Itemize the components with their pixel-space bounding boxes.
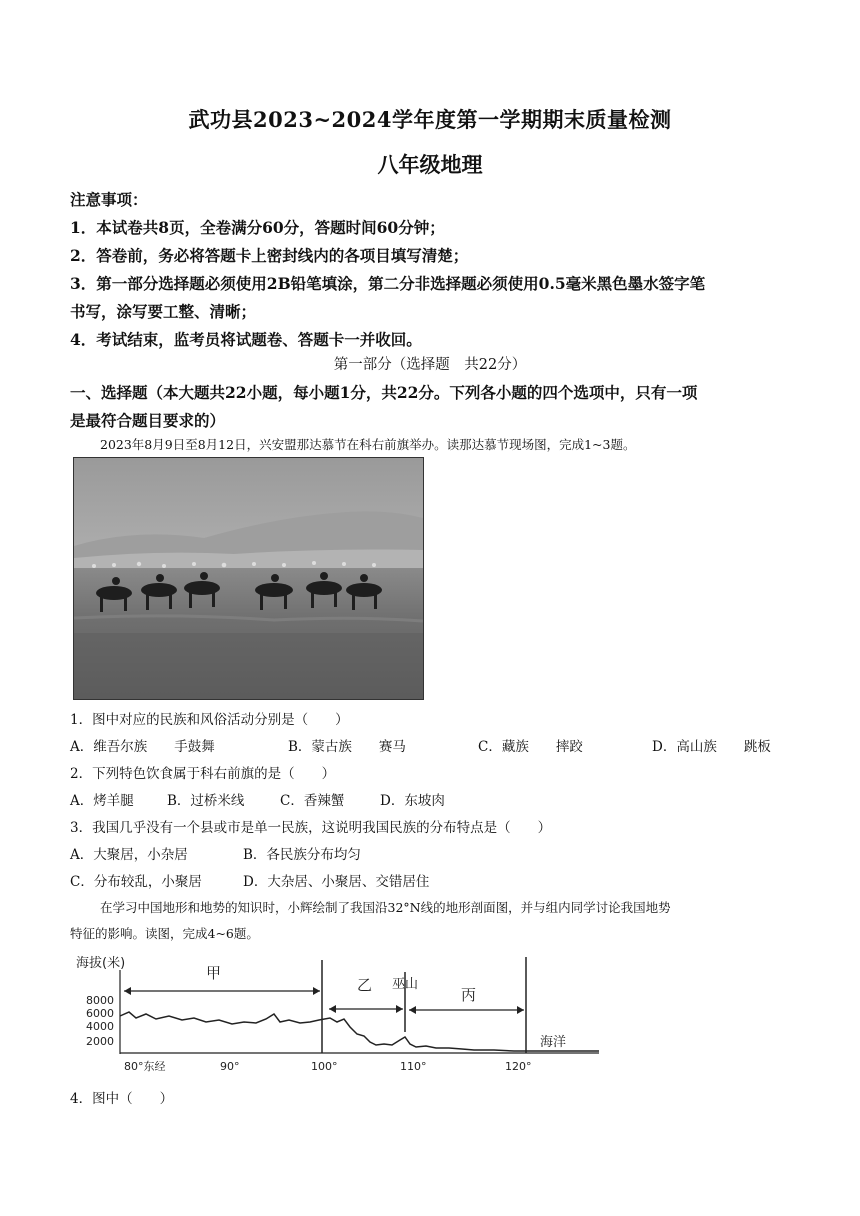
sea-label: 海洋 [540, 1035, 567, 1050]
x-tick-label: 90° [220, 1060, 240, 1073]
question-1-option-d[interactable]: D．高山族 跳板 [652, 739, 771, 755]
x-tick-label: 80°东经 [124, 1060, 166, 1073]
question-1-option-b[interactable]: B．蒙古族 赛马 [288, 739, 406, 755]
intro-paragraph-2-line1: 在学习中国地形和地势的知识时，小辉绘制了我国沿32°N线的地形剖面图，并与组内同学讨论我国地势 [100, 900, 671, 915]
y-tick-label: 6000 [86, 1007, 114, 1020]
question-1-stem: 1．图中对应的民族和风俗活动分别是（ ） [70, 712, 349, 728]
region-label: 丙 [461, 986, 477, 1004]
peak-label: 巫山 [392, 977, 419, 992]
y-tick-label: 8000 [86, 994, 114, 1007]
terrain-profile-line [120, 1012, 599, 1051]
notice-item: 4．考试结束，监考员将试题卷、答题卡一并收回。 [70, 330, 422, 349]
exam-title: 武功县2023~2024学年度第一学期期末质量检测 [188, 107, 672, 132]
question-2-stem: 2．下列特色饮食属于科右前旗的是（ ） [70, 766, 336, 782]
notice-item: 3．第一部分选择题必须使用2B铅笔填涂，第二分非选择题必须使用0.5毫米黑色墨水签字笔 [70, 274, 706, 293]
terrain-profile-figure [74, 952, 604, 1077]
intro-paragraph-2-line2: 特征的影响。读图，完成4~6题。 [70, 926, 259, 941]
naadam-photo [73, 457, 424, 700]
question-2-option-c[interactable]: C．香辣蟹 [280, 793, 345, 809]
region-label: 甲 [206, 964, 222, 982]
question-2-option-d[interactable]: D．东坡肉 [380, 793, 445, 809]
question-2-option-a[interactable]: A．烤羊腿 [70, 793, 134, 809]
part1-heading: 第一部分（选择题 共22分） [333, 357, 527, 373]
y-axis-label: 海拔(米) [76, 956, 126, 971]
question-1-option-c[interactable]: C．藏族 摔跤 [478, 739, 583, 755]
x-tick-label: 120° [505, 1060, 532, 1073]
question-1-option-a[interactable]: A．维吾尔族 手鼓舞 [70, 739, 215, 755]
section-instructions-line2: 是最符合题目要求的） [70, 411, 226, 430]
question-3-option-b[interactable]: B．各民族分布均匀 [243, 847, 361, 863]
x-tick-label: 110° [400, 1060, 427, 1073]
question-3-option-a[interactable]: A．大聚居，小杂居 [70, 847, 188, 863]
notice-heading: 注意事项： [70, 190, 148, 209]
y-tick-label: 2000 [86, 1035, 114, 1048]
question-4-stem: 4．图中（ ） [70, 1091, 174, 1107]
intro-paragraph: 2023年8月9日至8月12日，兴安盟那达慕节在科右前旗举办。读那达慕节现场图，完成1~3题。 [100, 437, 636, 452]
notice-item: 1．本试卷共8页，全卷满分60分，答题时间60分钟； [70, 218, 445, 237]
x-tick-label: 100° [311, 1060, 338, 1073]
question-3-option-d[interactable]: D．大杂居、小聚居、交错居住 [243, 874, 430, 890]
notice-item: 书写，涂写要工整、清晰； [70, 302, 257, 321]
section-instructions-line1: 一、选择题（本大题共22小题，每小题1分，共22分。下列各小题的四个选项中，只有一项 [70, 383, 698, 402]
question-3-stem: 3．我国几乎没有一个县或市是单一民族，这说明我国民族的分布特点是（ ） [70, 820, 552, 836]
question-3-option-c[interactable]: C．分布较乱，小聚居 [70, 874, 202, 890]
region-label: 乙 [357, 976, 373, 994]
exam-subtitle: 八年级地理 [377, 152, 483, 177]
y-tick-label: 4000 [86, 1020, 114, 1033]
notice-item: 2．答卷前，务必将答题卡上密封线内的各项目填写清楚； [70, 246, 469, 265]
question-2-option-b[interactable]: B．过桥米线 [167, 793, 245, 809]
